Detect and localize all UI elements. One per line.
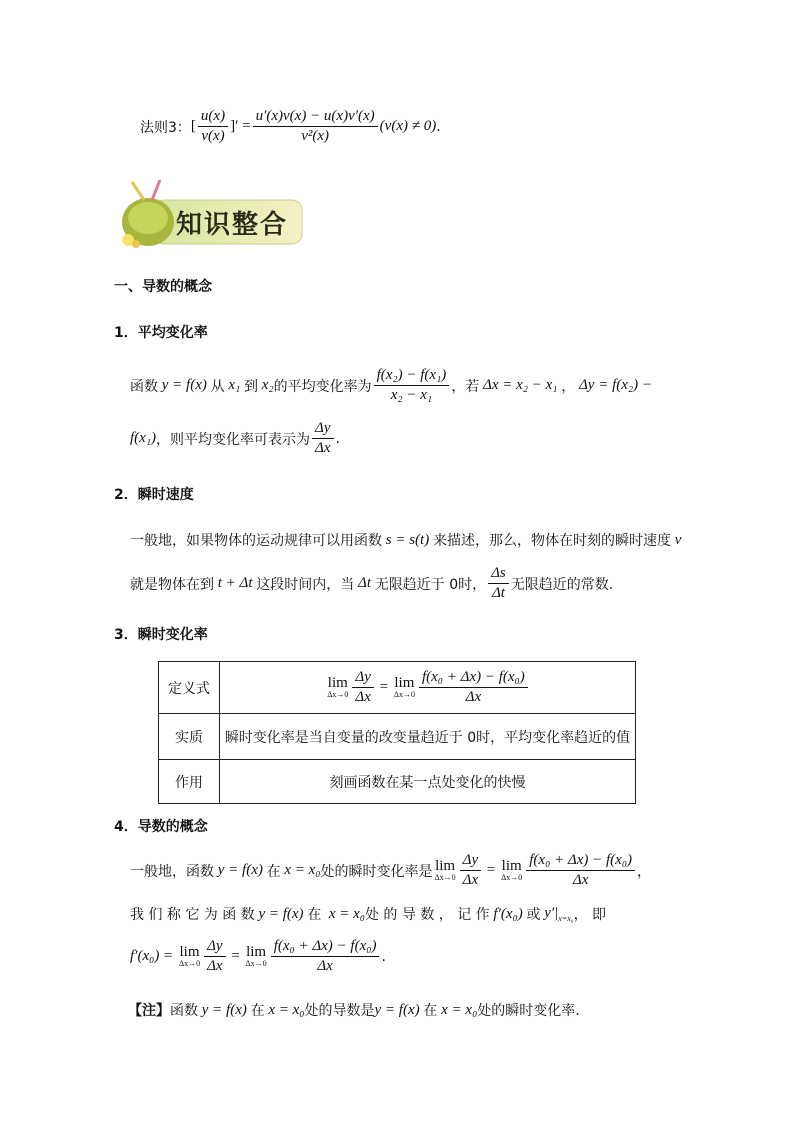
- note-line: 【注】 函数 y = f(x) 在 x = x₀ 处的导数是 y = f(x) 在 x = x₀ 处的瞬时变化率.: [128, 1001, 580, 1019]
- avg-rate-line-2: f(x₁) ，则平均变化率可表示为 $\frac{\Delta y}{\Delta x}$ .: [130, 420, 340, 456]
- banner-title: 知识整合: [176, 210, 289, 240]
- definition-formula: lim Δx→0 $\frac{\Delta y}{\Delta x}$ = lim Δx→0 $\frac{\text{f(x₀ + Δx) − f(x₀)}}{\Delta x}$: [220, 662, 636, 714]
- subsection-heading-2: 2．瞬时速度: [114, 487, 194, 503]
- note-tag: 【注】: [128, 1003, 170, 1019]
- section-heading: 一、导数的概念: [114, 279, 212, 295]
- table-row: [159, 662, 636, 714]
- table-value: 瞬时变化率是当自变量的改变量趋近于 0时，平均变化率趋近的值: [220, 714, 636, 760]
- avg-rate-line-1: 函数 y = f(x) 从 x₁ 到 x₂ 的平均变化率为 $\frac{\text{f(x₂) − f(x₁)}}{\text{x₂ − x₁}}$ ，若 Δx = x₂ − x₁ ， Δy = f(x₂) −: [130, 367, 652, 403]
- section-banner: [114, 180, 304, 250]
- subsection-heading-3: 3．瞬时变化率: [114, 627, 208, 643]
- velocity-line-1: 一般地，如果物体的运动规律可以用函数 s = s(t) 来描述，那么，物体在时刻的瞬时速度 v: [130, 531, 682, 549]
- table-key: 作用: [159, 760, 220, 804]
- derivative-line-3: f′(x₀) = lim Δx→0 $\frac{\Delta y}{\Delta x}$ = lim Δx→0 $\frac{\text{f(x₀ + Δx) − f(x₀)}}{\Delta x}$ .: [130, 938, 386, 974]
- table-row: [159, 760, 636, 804]
- table-key: 实质: [159, 714, 220, 760]
- table-value: 刻画函数在某一点处变化的快慢: [220, 760, 636, 804]
- subsection-heading-4: 4．导数的概念: [114, 819, 208, 835]
- velocity-line-2: 就是物体在到 t + Δt 这段时间内，当 Δt 无限趋近于 0时， $\frac{\Delta s}{\Delta t}$ 无限趋近的常数.: [130, 565, 614, 601]
- derivative-line-1: 一般地，函数 y = f(x) 在 x = x₀ 处的瞬时变化率是 lim Δx→0 $\frac{\Delta y}{\Delta x}$ = lim Δx→0 $\frac{\text{f(x₀ + Δx) − f(x₀)}}{\Delta x}$ ，: [130, 852, 652, 888]
- subsection-heading-1: 1．平均变化率: [114, 325, 208, 341]
- derivative-line-2: 我 们 称 它 为 函 数 y = f(x) 在 x = x₀ 处 的 导 数 ， 记 作 f′(x₀) 或 $y'|_{x=x_0}$ ， 即: [130, 905, 607, 923]
- rule3-label: 法则3：: [140, 119, 191, 136]
- instant-rate-table: [158, 661, 636, 804]
- table-row: [159, 714, 636, 760]
- rule3-line: 法则3： [ $\frac{u(x)}{v(x)}$ ]′ = $\frac{u'(x)v(x) - u(x)v'(x)}{\text{v²(x)}}$ (v(x) ≠ 0) .: [140, 108, 441, 144]
- table-key: 定义式: [159, 662, 220, 714]
